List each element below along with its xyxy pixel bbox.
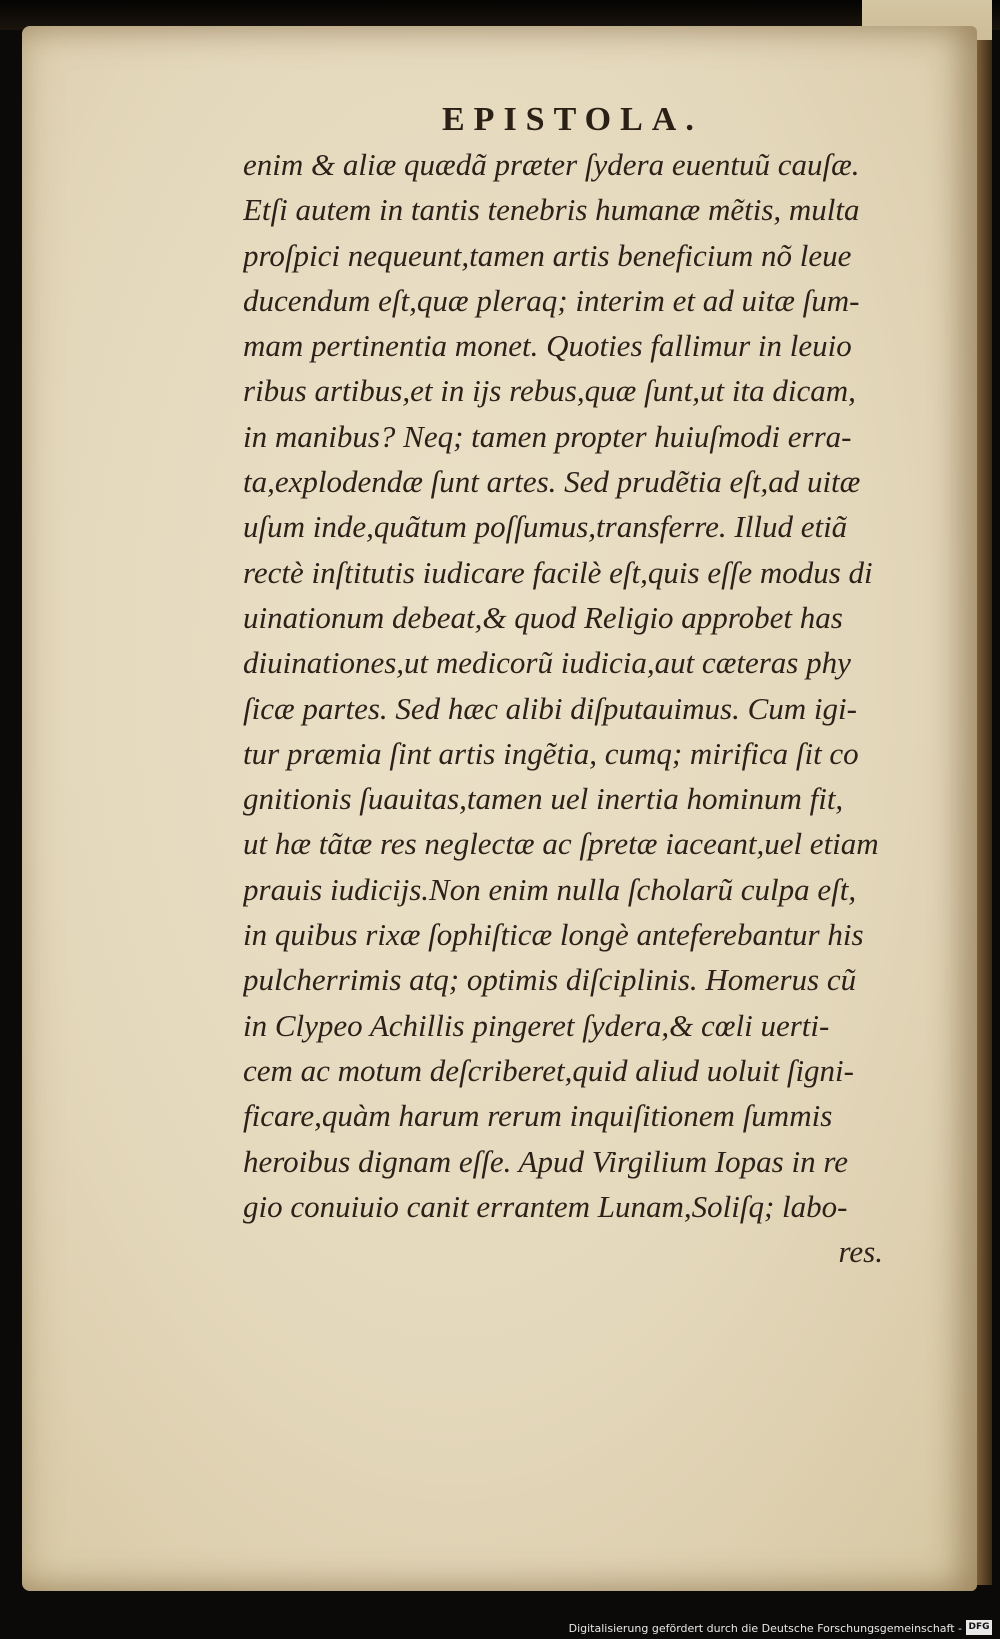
text-line: prauis iudicijs.Non enim nulla ſcholarũ culpa eſt, xyxy=(243,871,857,907)
text-line: uinationum debeat,& quod Religio approbet has xyxy=(243,599,843,635)
text-line: gio conuiuio canit errantem Lunam,Soliſq; labo- xyxy=(243,1188,848,1224)
text-line: gnitionis ſuauitas,tamen uel inertia hominum fit, xyxy=(243,781,844,817)
text-line: ut hæ tãtæ res neglectæ ac ſpretæ iaceant,uel etiam xyxy=(243,826,879,862)
dfg-logo: DFG xyxy=(966,1620,992,1635)
text-line: mam pertinentia monet. Quoties fallimur in leuio xyxy=(243,328,852,364)
text-line: cem ac motum deſcriberet,quid aliud uoluit ſigni- xyxy=(243,1052,854,1088)
text-line: enim & aliæ quædã præter ſydera euentuũ cauſæ. xyxy=(243,147,860,182)
text-line: rectè inſtitutis iudicare facilè eſt,quis eſſe modus di xyxy=(243,554,873,590)
text-line: heroibus dignam eſſe. Apud Virgilium Iopas in re xyxy=(243,1143,849,1179)
running-head: EPISTOLA. xyxy=(442,101,703,138)
text-line: pulcherrimis atq; optimis diſciplinis. Homerus cũ xyxy=(243,962,857,998)
text-line: ſicæ partes. Sed hæc alibi diſputauimus. Cum igi- xyxy=(243,690,857,726)
text-line: ficare,quàm harum rerum inquiſitionem ſummis xyxy=(243,1098,833,1134)
text-line: Etſi autem in tantis tenebris humanæ mẽtis, multa xyxy=(243,192,860,228)
text-line: in manibus? Neq; tamen propter huiuſmodi erra- xyxy=(243,418,852,454)
digitization-credit: Digitalisierung gefördert durch die Deutsche Forschungsgemeinschaft - xyxy=(568,1622,962,1635)
text-line: tur præmia ſint artis ingẽtia, cumq; mirifica ſit co xyxy=(243,735,859,771)
text-line: ribus artibus,et in ijs rebus,quæ ſunt,ut ita dicam, xyxy=(243,373,856,409)
text-line: ducendum eſt,quæ pleraq; interim et ad uitæ ſum- xyxy=(243,282,860,318)
text-line: proſpici nequeunt,tamen artis beneficium nõ leue xyxy=(243,237,852,273)
text-line: uſum inde,quãtum poſſumus,transferre. Illud etiã xyxy=(243,509,848,545)
text-line: in Clypeo Achillis pingeret ſydera,& cœli uerti- xyxy=(243,1007,830,1043)
text-line: ta,explodendæ ſunt artes. Sed prudẽtia eſt,ad uitæ xyxy=(243,464,861,500)
body-text xyxy=(243,142,893,1274)
text-line: diuinationes,ut medicorũ iudicia,aut cæteras phy xyxy=(243,645,851,681)
catchword: res. xyxy=(838,1234,883,1270)
text-line: in quibus rixæ ſophiſticæ longè anteferebantur his xyxy=(243,917,864,953)
